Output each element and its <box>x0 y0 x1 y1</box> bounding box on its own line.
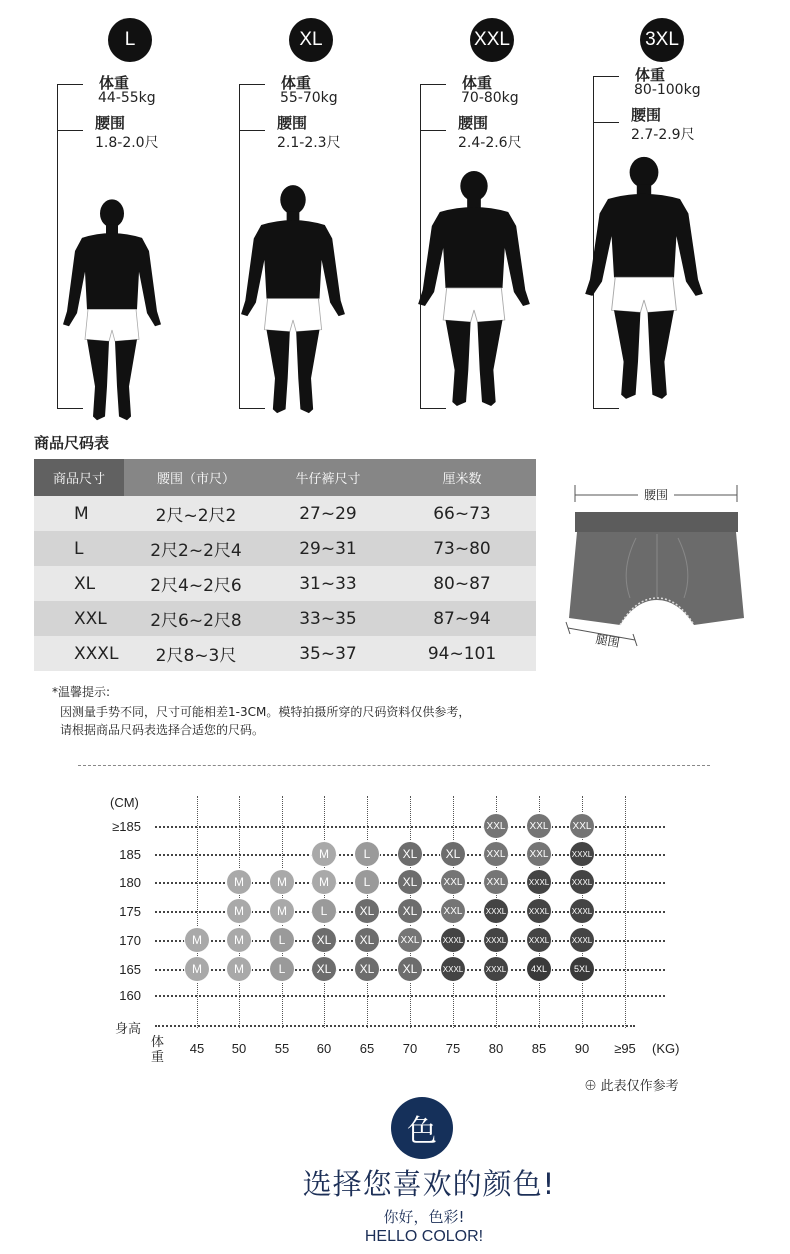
grid-hline <box>155 1025 635 1027</box>
bracket-tick <box>593 76 619 77</box>
weight-value: 70-80kg <box>461 90 519 106</box>
header-jeans: 牛仔裤尺寸 <box>268 459 388 496</box>
table-cell: 31~33 <box>268 566 388 601</box>
table-cell: L <box>34 531 124 566</box>
size-badge: XL <box>289 18 333 62</box>
table-cell: 2尺2~2尺4 <box>124 531 268 566</box>
note-text: 此表仅作参考 <box>600 1078 679 1093</box>
table-cell: XL <box>34 566 124 601</box>
y-tick-label: 身高 <box>114 1021 141 1036</box>
size-point: XXL <box>484 870 508 894</box>
x-tick-label: 50 <box>231 1041 247 1056</box>
table-row <box>34 531 536 566</box>
size-point: XL <box>312 957 336 981</box>
table-cell: XXL <box>34 601 124 636</box>
y-unit-label: (CM) <box>110 795 139 810</box>
table-cell: 94~101 <box>388 636 536 671</box>
x-unit-label: (KG) <box>652 1041 680 1056</box>
weight-value: 80-100kg <box>634 82 701 98</box>
size-point: XXXL <box>570 928 594 952</box>
weight-value: 55-70kg <box>280 90 338 106</box>
waist-label: 腰围 <box>643 488 669 502</box>
size-point: XL <box>441 842 465 866</box>
size-point: XXL <box>527 814 551 838</box>
color-subtitle: 你好，色彩! <box>383 1208 465 1226</box>
size-point: XXXL <box>484 957 508 981</box>
waist-label: 腰围 <box>458 114 489 132</box>
size-point: XL <box>398 842 422 866</box>
size-badge: XXL <box>470 18 514 62</box>
x-tick-label: 45 <box>189 1041 205 1056</box>
size-point: XXL <box>441 870 465 894</box>
tip-line-1: 因测量手势不同，尺寸可能相差1-3CM。模特拍摄所穿的尺码资料仅供参考， <box>60 705 471 719</box>
waist-label: 腰围 <box>277 114 308 132</box>
weight-label: 体重 <box>99 74 130 92</box>
table-cell: 35~37 <box>268 636 388 671</box>
bracket-tick <box>239 130 265 131</box>
x-tick-label: 70 <box>402 1041 418 1056</box>
table-cell: 2尺6~2尺8 <box>124 601 268 636</box>
size-point: XXXL <box>527 899 551 923</box>
size-table-title: 商品尺码表 <box>34 434 110 452</box>
table-cell: 80~87 <box>388 566 536 601</box>
size-point: M <box>312 870 336 894</box>
y-tick-label: 170 <box>119 933 141 948</box>
size-point: XXXL <box>527 928 551 952</box>
table-cell: M <box>34 496 124 531</box>
size-point: 5XL <box>570 957 594 981</box>
boxer-diagram <box>560 480 750 650</box>
weight-label: 体重 <box>281 74 312 92</box>
section-divider <box>78 765 710 766</box>
bracket-tick <box>239 84 265 85</box>
size-point: M <box>185 928 209 952</box>
color-english: HELLO COLOR! <box>364 1228 484 1245</box>
bracket-tick <box>420 130 446 131</box>
weight-label: 体重 <box>635 66 666 84</box>
x-tick-label: 60 <box>316 1041 332 1056</box>
size-point: XXL <box>484 842 508 866</box>
table-row <box>34 566 536 601</box>
table-cell: 2尺8~3尺 <box>124 636 268 671</box>
size-point: XL <box>355 928 379 952</box>
x-axis-title: 体重 <box>151 1034 165 1064</box>
size-point: M <box>227 957 251 981</box>
x-tick-label: 90 <box>574 1041 590 1056</box>
size-point: XL <box>398 899 422 923</box>
waist-value: 2.1-2.3尺 <box>277 135 341 151</box>
bracket-tick <box>420 84 446 85</box>
size-point: XXL <box>398 928 422 952</box>
y-tick-label: 180 <box>119 875 141 890</box>
grid-hline <box>155 995 665 997</box>
waist-value: 2.7-2.9尺 <box>631 127 695 143</box>
waist-value: 2.4-2.6尺 <box>458 135 522 151</box>
header-waist: 腰围（市尺） <box>124 459 268 496</box>
y-tick-label: 185 <box>119 847 141 862</box>
size-point: XL <box>398 957 422 981</box>
size-point: XXL <box>484 814 508 838</box>
table-row <box>34 601 536 636</box>
size-point: XXXL <box>484 928 508 952</box>
size-point: L <box>270 957 294 981</box>
table-cell: XXXL <box>34 636 124 671</box>
size-point: M <box>227 928 251 952</box>
size-point: XL <box>398 870 422 894</box>
color-title: 选择您喜欢的颜色! <box>302 1167 556 1201</box>
size-point: M <box>227 899 251 923</box>
table-row <box>34 496 536 531</box>
y-tick-label: 165 <box>119 962 141 977</box>
body-silhouette <box>411 170 536 410</box>
y-tick-label: 160 <box>119 988 141 1003</box>
size-point: XL <box>312 928 336 952</box>
bracket-tick <box>57 130 83 131</box>
size-point: M <box>312 842 336 866</box>
size-point: M <box>270 870 294 894</box>
size-badge: 3XL <box>640 18 684 62</box>
bracket-tick <box>593 122 619 123</box>
size-table <box>34 459 536 671</box>
waistband <box>575 512 738 532</box>
leg-label: 腿围 <box>594 632 621 650</box>
table-cell: 87~94 <box>388 601 536 636</box>
tip-line-2: 请根据商品尺码表选择合适您的尺码。 <box>60 723 265 737</box>
header-size: 商品尺寸 <box>34 459 124 496</box>
header-cm: 厘米数 <box>388 459 536 496</box>
size-point: XXXL <box>570 870 594 894</box>
table-cell: 2尺4~2尺6 <box>124 566 268 601</box>
weight-label: 体重 <box>462 74 493 92</box>
size-point: 4XL <box>527 957 551 981</box>
x-tick-label: ≥95 <box>614 1041 636 1056</box>
size-point: XL <box>355 957 379 981</box>
size-point: L <box>355 842 379 866</box>
table-cell: 29~31 <box>268 531 388 566</box>
bracket-tick <box>57 84 83 85</box>
y-tick-label: 175 <box>119 904 141 919</box>
x-tick-label: 75 <box>445 1041 461 1056</box>
size-point: L <box>355 870 379 894</box>
size-badge: L <box>108 18 152 62</box>
size-point: XXXL <box>441 957 465 981</box>
x-tick-label: 85 <box>531 1041 547 1056</box>
x-tick-label: 65 <box>359 1041 375 1056</box>
size-point: M <box>185 957 209 981</box>
table-cell: 73~80 <box>388 531 536 566</box>
waist-value: 1.8-2.0尺 <box>95 135 159 151</box>
weight-value: 44-55kg <box>98 90 156 106</box>
body-silhouette <box>235 184 352 417</box>
body-silhouette <box>578 156 710 403</box>
size-point: XXXL <box>441 928 465 952</box>
table-cell: 2尺~2尺2 <box>124 496 268 531</box>
body-silhouette <box>57 199 167 425</box>
size-point: XXXL <box>570 899 594 923</box>
size-table-header-row <box>34 459 536 496</box>
size-point: XXL <box>527 842 551 866</box>
table-row <box>34 636 536 671</box>
size-point: XL <box>355 899 379 923</box>
chart-note <box>584 1075 679 1094</box>
x-tick-label: 80 <box>488 1041 504 1056</box>
waist-label: 腰围 <box>95 114 126 132</box>
color-icon: 色 <box>391 1097 453 1159</box>
y-tick-label: ≥185 <box>112 819 141 834</box>
bracket-tick <box>593 408 619 409</box>
size-point: L <box>312 899 336 923</box>
size-point: XXL <box>441 899 465 923</box>
tip-title: *温馨提示: <box>52 685 111 699</box>
table-cell: 33~35 <box>268 601 388 636</box>
size-point: XXXL <box>570 842 594 866</box>
size-point: M <box>227 870 251 894</box>
size-point: M <box>270 899 294 923</box>
table-cell: 66~73 <box>388 496 536 531</box>
x-tick-label: 55 <box>274 1041 290 1056</box>
size-point: XXXL <box>527 870 551 894</box>
size-point: XXXL <box>484 899 508 923</box>
size-point: L <box>270 928 294 952</box>
size-point: XXL <box>570 814 594 838</box>
waist-label: 腰围 <box>631 106 662 124</box>
table-cell: 27~29 <box>268 496 388 531</box>
note-icon: ⊕ <box>584 1078 601 1093</box>
